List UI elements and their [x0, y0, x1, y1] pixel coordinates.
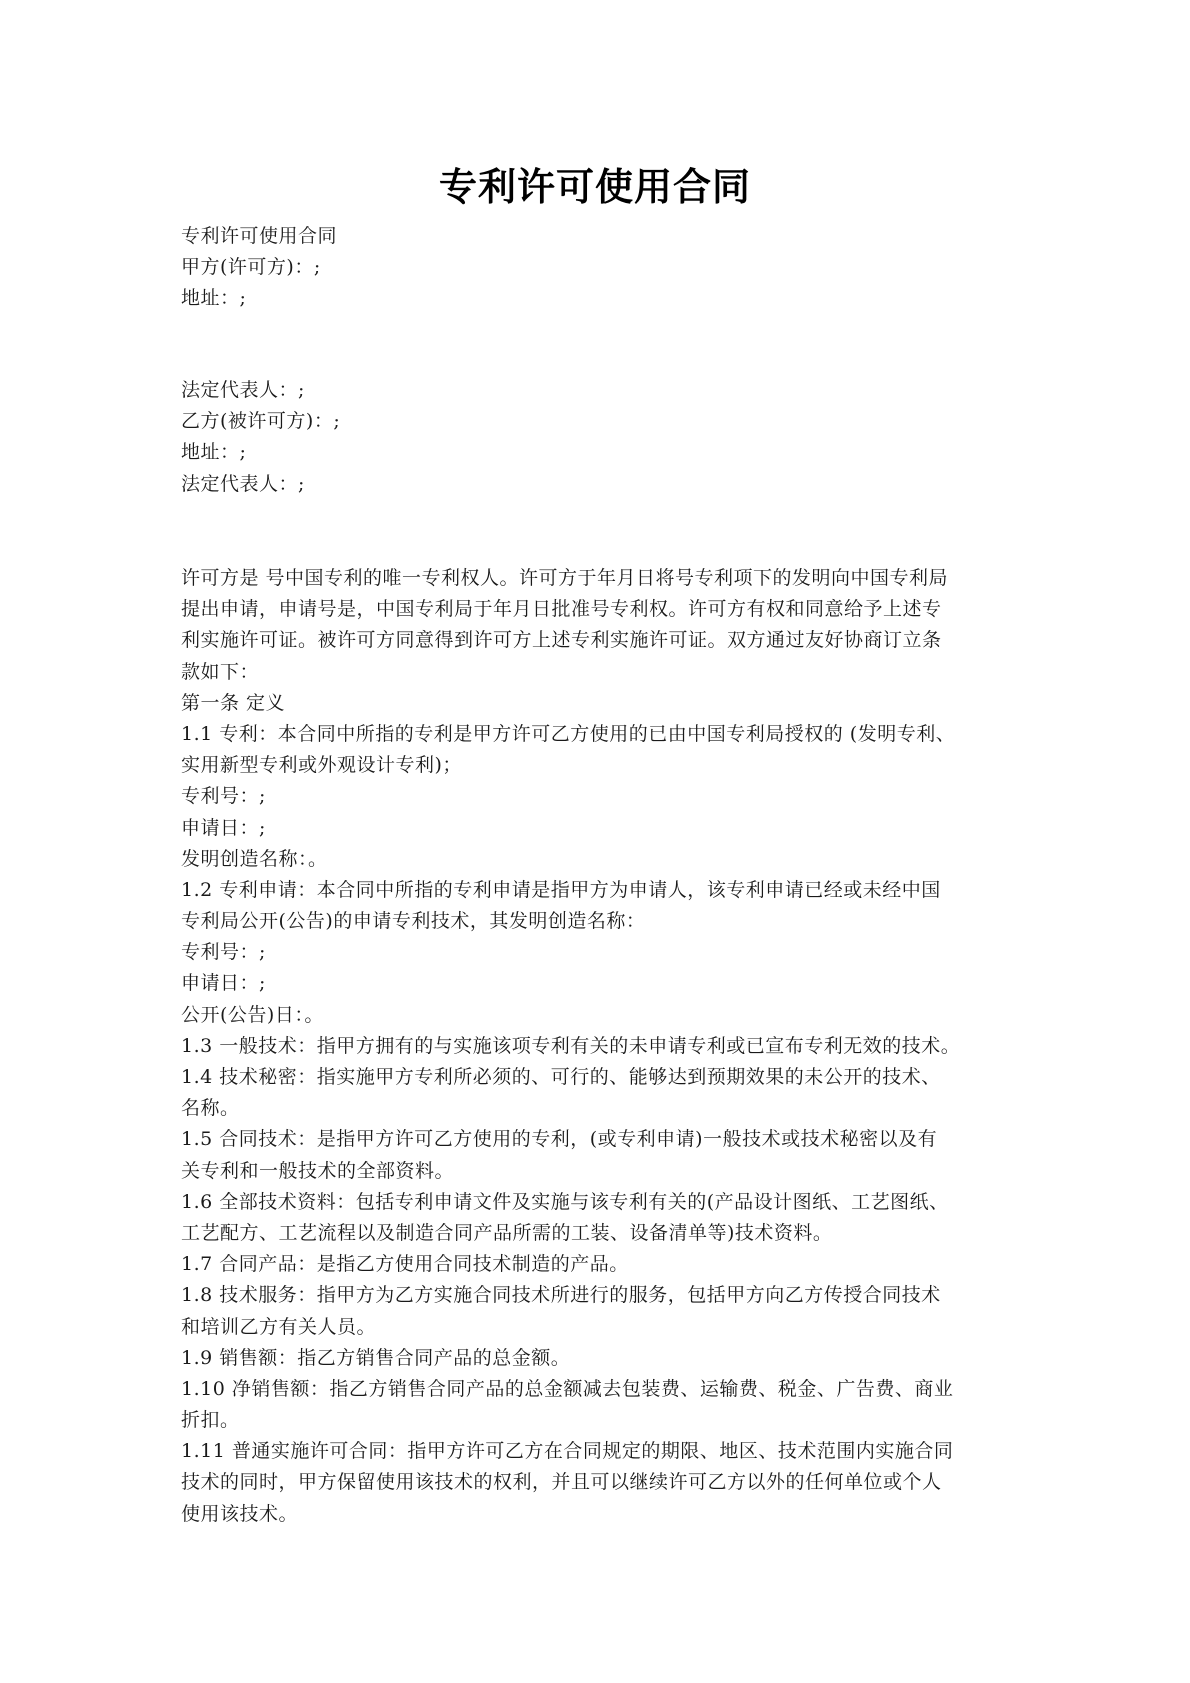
body-line: 折扣。 — [181, 1409, 240, 1432]
body-line: 1.3 一般技术：指甲方拥有的与实施该项专利有关的未申请专利或已宣布专利无效的技术。 — [181, 1034, 961, 1057]
body-line: 1.6 全部技术资料：包括专利申请文件及实施与该专利有关的(产品设计图纸、工艺图纸、 — [181, 1190, 949, 1213]
body-line: 1.9 销售额：指乙方销售合同产品的总金额。 — [181, 1346, 571, 1369]
body-line: 1.2 专利申请：本合同中所指的专利申请是指甲方为申请人，该专利申请已经或未经中国 — [181, 878, 941, 901]
body-line: 1.1 专利：本合同中所指的专利是甲方许可乙方使用的已由中国专利局授权的 (发明专利、 — [181, 722, 956, 745]
body-line: 实用新型专利或外观设计专利)； — [181, 754, 462, 777]
body-line: 专利号：; — [181, 785, 266, 808]
party-block — [181, 375, 1021, 500]
body-line: 1.5 合同技术：是指甲方许可乙方使用的专利，(或专利申请)一般技术或技术秘密以及有 — [181, 1128, 938, 1151]
body-line: 发明创造名称：。 — [181, 847, 328, 870]
body-line: 利实施许可证。被许可方同意得到许可方上述专利实施许可证。双方通过友好协商订立条 — [181, 629, 942, 652]
party-b-address-line: 地址：; — [181, 441, 247, 464]
party-a-line: 甲方(许可方)：; — [181, 256, 321, 279]
body-line: 工艺配方、工艺流程以及制造合同产品所需的工装、设备清单等)技术资料。 — [181, 1221, 833, 1244]
party-b-legal-rep-line: 法定代表人：; — [181, 472, 305, 495]
body-line: 专利局公开(公告)的申请专利技术，其发明创造名称： — [181, 910, 646, 933]
header-block — [181, 221, 1021, 315]
body-line: 许可方是 号中国专利的唯一专利权人。许可方于年月日将号专利项下的发明向中国专利局 — [181, 567, 949, 589]
document-title: 专利许可使用合同 — [438, 165, 751, 209]
body-line: 名称。 — [181, 1097, 240, 1120]
article-heading: 第一条 定义 — [181, 691, 286, 714]
body-line: 关专利和一般技术的全部资料。 — [181, 1159, 455, 1182]
body-line: 1.4 技术秘密：指实施甲方专利所必须的、可行的、能够达到预期效果的未公开的技术、 — [181, 1066, 941, 1088]
body-line: 技术的同时，甲方保留使用该技术的权利，并且可以继续许可乙方以外的任何单位或个人 — [181, 1471, 942, 1494]
body-line: 公开(公告)日：。 — [181, 1003, 324, 1026]
body-line: 1.7 合同产品：是指乙方使用合同技术制造的产品。 — [181, 1253, 629, 1276]
body-line: 1.11 普通实施许可合同：指甲方许可乙方在合同规定的期限、地区、技术范围内实施合同 — [181, 1440, 954, 1463]
body-line: 1.8 技术服务：指甲方为乙方实施合同技术所进行的服务，包括甲方向乙方传授合同技术 — [181, 1284, 941, 1307]
body-line: 款如下： — [181, 660, 260, 683]
body-line: 提出申请，申请号是，中国专利局于年月日批准号专利权。许可方有权和同意给予上述专 — [181, 598, 942, 621]
body-line: 申请日：; — [181, 972, 266, 995]
party-b-line: 乙方(被许可方)：; — [181, 410, 341, 433]
party-a-address-line: 地址：; — [181, 287, 247, 310]
body-line: 1.10 净销售额：指乙方销售合同产品的总金额减去包装费、运输费、税金、广告费、商业 — [181, 1377, 954, 1400]
body-line: 使用该技术。 — [181, 1502, 299, 1525]
subtitle-line: 专利许可使用合同 — [181, 225, 338, 247]
body-line: 和培训乙方有关人员。 — [181, 1315, 377, 1338]
body-line: 申请日：; — [181, 816, 266, 839]
party-a-legal-rep-line: 法定代表人：; — [181, 379, 305, 401]
body-line: 专利号：; — [181, 941, 266, 964]
contract-body — [181, 563, 1021, 1530]
